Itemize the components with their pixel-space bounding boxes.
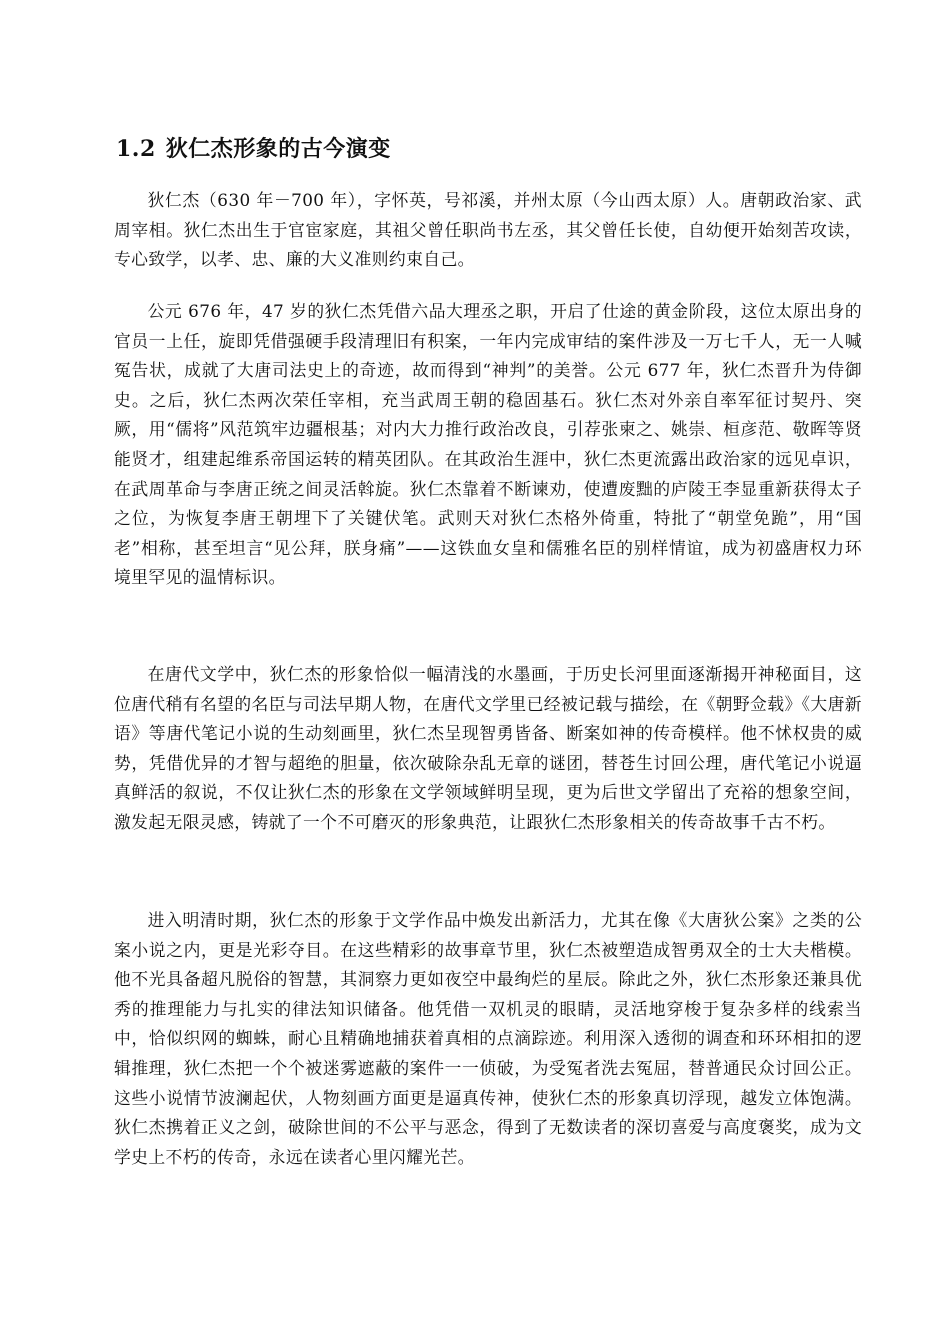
paragraph-tang-literature: 在唐代文学中，狄仁杰的形象恰似一幅清浅的水墨画，于历史长河里面逐渐揭开神秘面目，这位唐代稍有名望的名臣与司法早期人物，在唐代文学里已经被记载与描绘，在《朝野佥载》《大唐新语》等唐代笔记小说的生动刻画里，狄仁杰呈现智勇皆备、断案如神的传奇模样。他不怵权贵的威势，凭借优异的才智与超绝的胆量，依次破除杂乱无章的谜团，替苍生讨回公理，唐代笔记小说逼真鲜活的叙说，不仅让狄仁杰的形象在文学领域鲜明呈现，更为后世文学留出了充裕的想象空间，激发起无限灵感，铸就了一个不可磨灭的形象典范，让跟狄仁杰形象相关的传奇故事千古不朽。: [114, 664, 862, 832]
section-number: 1.2: [116, 136, 156, 162]
section-title: 狄仁杰形象的古今演变: [165, 136, 391, 162]
paragraph-biography: 狄仁杰（630 年－700 年），字怀英，号祁溪，并州太原（今山西太原）人。唐朝政治家、武周宰相。狄仁杰出生于官宦家庭，其祖父曾任职尚书左丞，其父曾任长使，自幼便开始刻苦攻读，专心致学，以孝、忠、廉的大义准则约束自己。: [114, 190, 862, 270]
paragraph-ming-qing-literature: 进入明清时期，狄仁杰的形象于文学作品中焕发出新活力，尤其在像《大唐狄公案》之类的公案小说之内，更是光彩夺目。在这些精彩的故事章节里，狄仁杰被塑造成智勇双全的士大夫楷模。他不光具备超凡脱俗的智慧，其洞察力更如夜空中最绚烂的星辰。除此之外，狄仁杰形象还兼具优秀的推理能力与扎实的律法知识储备。他凭借一双机灵的眼睛，灵活地穿梭于复杂多样的线索当中，恰似织网的蜘蛛，耐心且精确地捕获着真相的点滴踪迹。利用深入透彻的调查和环环相扣的逻辑推理，狄仁杰把一个个被迷雾遮蔽的案件一一侦破，为受冤者洗去冤屈，替普通民众讨回公正。这些小说情节波澜起伏，人物刻画方面更是逼真传神，使狄仁杰的形象真切浮现，越发立体饱满。狄仁杰携着正义之剑，破除世间的不公平与恶念，得到了无数读者的深切喜爱与高度褒奖，成为文学史上不朽的传奇，永远在读者心里闪耀光芒。: [114, 910, 862, 1167]
paragraph-political-career: 公元 676 年，47 岁的狄仁杰凭借六品大理丞之职，开启了仕途的黄金阶段，这位太原出身的官员一上任，旋即凭借强硬手段清理旧有积案，一年内完成审结的案件涉及一万七千人，无一人喊冤告状，成就了大唐司法史上的奇迹，故而得到“神判”的美誉。公元 677 年，狄仁杰晋升为侍御史。之后，狄仁杰两次荣任宰相，充当武周王朝的稳固基石。狄仁杰对外亲自率军征讨契丹、突厥，用“儒将”风范筑牢边疆根基；对内大力推行政治改良，引荐张柬之、姚崇、桓彦范、敬晖等贤能贤才，组建起维系帝国运转的精英团队。在其政治生涯中，狄仁杰更流露出政治家的远见卓识，在武周革命与李唐正统之间灵活斡旋。狄仁杰靠着不断谏劝，使遭废黜的庐陵王李显重新获得太子之位，为恢复李唐王朝埋下了关键伏笔。武则天对狄仁杰格外倚重，特批了“朝堂免跪”，用“国老”相称，甚至坦言“见公拜，朕身痛”——这铁血女皇和儒雅名臣的别样情谊，成为初盛唐权力环境里罕见的温情标识。: [114, 301, 862, 588]
section-heading: [116, 132, 391, 166]
